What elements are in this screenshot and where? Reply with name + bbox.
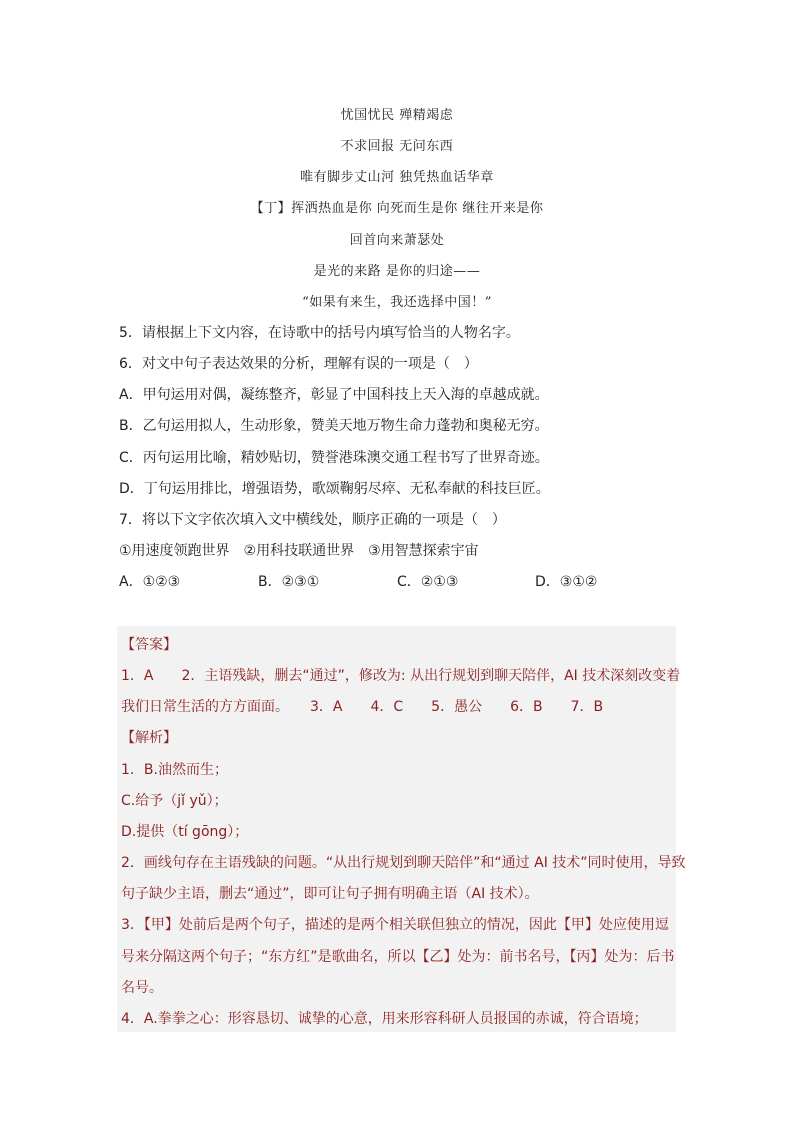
question-7-items: ①用速度领跑世界 ②用科技联通世界 ③用智慧探索宇宙 — [119, 543, 479, 559]
question-6-option-a: A．甲句运用对偶，凝练整齐，彰显了中国科技上天入海的卓越成就。 — [119, 387, 549, 403]
poem-line: “如果有来生，我还选择中国！” — [302, 295, 492, 310]
question-6-option-d: D．丁句运用排比，增强语势，歌颂鞠躬尽瘁、无私奉献的科技巨匠。 — [119, 481, 550, 497]
poem-line: 不求回报 无问东西 — [340, 139, 454, 154]
poem-line: 唯有脚步丈山河 独凭热血话华章 — [300, 170, 494, 185]
answer-line: 1．A 2．主语残缺，删去“通过”，修改为: 从出行规划到聊天陪伴，AI 技术深刻改变着 — [121, 668, 681, 684]
analysis-line: 3．【甲】处前后是两个句子，描述的是两个相关联但独立的情况，因此【甲】处应使用逗 — [121, 917, 669, 933]
analysis-line: 4．A.拳拳之心：形容恳切、诚挚的心意，用来形容科研人员报国的赤诚，符合语境； — [121, 1011, 648, 1027]
question-7-option: D．③①② — [535, 574, 598, 590]
question-7-option: B．②③① — [258, 574, 320, 590]
question-6-option-b: B．乙句运用拟人，生动形象，赞美天地万物生命力蓬勃和奥秘无穷。 — [119, 418, 549, 434]
analysis-line: 句子缺少主语，删去“通过”，即可让句子拥有明确主语（AI 技术）。 — [121, 886, 539, 902]
question-7-options — [119, 571, 639, 591]
analysis-line: C.给予（jǐ yǔ）； — [121, 793, 228, 809]
analysis-line: 名号。 — [121, 980, 163, 996]
poem-line: 【丁】挥洒热血是你 向死而生是你 继往开来是你 — [250, 201, 544, 216]
poem-line: 忧国忧民 殚精竭虑 — [340, 108, 454, 123]
answer-heading: 【答案】 — [121, 637, 177, 653]
question-7-option: A．①②③ — [119, 574, 181, 590]
analysis-heading: 【解析】 — [121, 730, 177, 746]
poem-line: 是光的来路 是你的归途—— — [313, 264, 481, 279]
answer-line: 我们日常生活的方方面面。 3．A 4．C 5．愚公 6．B 7．B — [121, 699, 604, 715]
analysis-line: 1．B.油然而生； — [121, 762, 228, 778]
question-5: 5．请根据上下文内容，在诗歌中的括号内填写恰当的人物名字。 — [119, 325, 520, 341]
question-7: 7．将以下文字依次填入文中横线处，顺序正确的一项是（ ） — [119, 512, 506, 528]
poem-line: 回首向来萧瑟处 — [349, 233, 445, 248]
question-6-option-c: C．丙句运用比喻，精妙贴切，赞誉港珠澳交通工程书写了世界奇迹。 — [119, 450, 549, 466]
question-6: 6．对文中句子表达效果的分析，理解有误的一项是（ ） — [119, 356, 478, 372]
analysis-line: 号来分隔这两个句子；“东方红”是歌曲名，所以【乙】处为：前书名号，【丙】处为：后书 — [121, 949, 675, 965]
question-7-option: C．②①③ — [397, 574, 459, 590]
analysis-line: D.提供（tí gōng）； — [121, 824, 249, 840]
analysis-line: 2．画线句存在主语残缺的问题。“从出行规划到聊天陪伴”和“通过 AI 技术”同时使用，导致 — [121, 855, 686, 871]
